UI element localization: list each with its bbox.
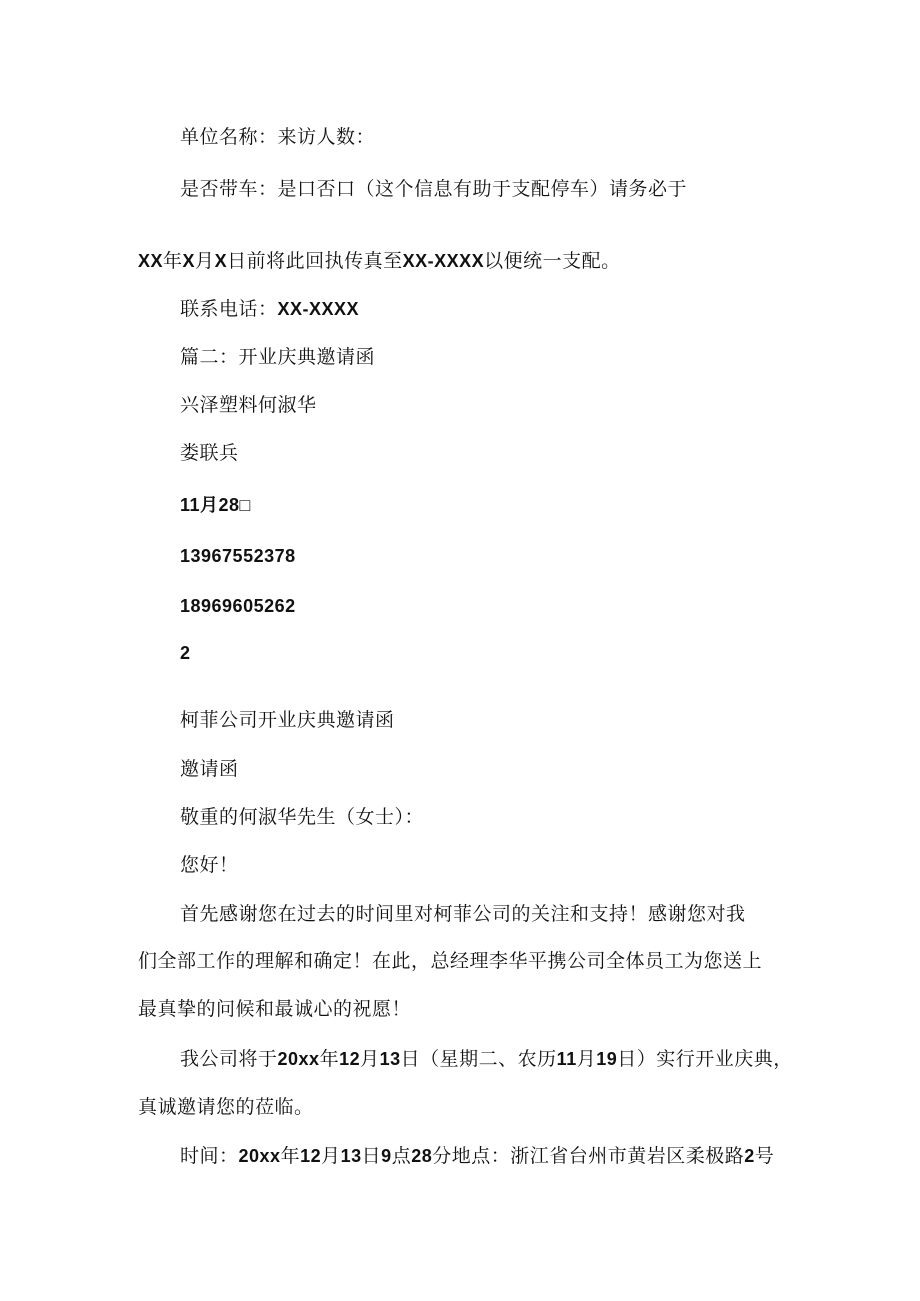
greeting: 您好！ [180, 854, 239, 876]
text-segment: 日（星期二、农历 [400, 1048, 557, 1070]
unit-name-visitor-count-line: 单位名称：来访人数： [180, 126, 376, 148]
salutation: 敬重的何淑华先生（女士）： [180, 806, 425, 828]
invitation-title: 柯菲公司开业庆典邀请函 [180, 709, 395, 731]
contact-phone-value: XX-XXXX [277, 299, 360, 319]
text-segment: 点 [391, 1145, 412, 1167]
contact-phone-line [180, 296, 359, 322]
body-paragraph-2-line-1 [180, 1046, 793, 1072]
time-location-line [180, 1143, 774, 1169]
fax-tail-text: 以便统一支配。 [484, 250, 621, 272]
text-segment: 月 [576, 1048, 597, 1070]
phone-number-2: 18969605262 [180, 596, 296, 616]
body-paragraph-1-line-2: 们全部工作的理解和确定！在此，总经理李华平携公司全体员工为您送上 [138, 950, 763, 972]
street-number: 2 [744, 1146, 755, 1166]
section-two-heading: 篇二：开业庆典邀请函 [180, 346, 376, 368]
phone-number-1: 13967552378 [180, 546, 296, 566]
bring-car-line: 是否带车：是口否口（这个信息有助于支配停车）请务必于 [180, 178, 688, 200]
text-segment: 我公司将于 [180, 1048, 278, 1070]
day-placeholder: X [214, 251, 228, 271]
number-two: 2 [180, 643, 191, 663]
body-paragraph-1-line-3: 最真挚的问候和最诚心的祝愿！ [138, 998, 412, 1020]
month-placeholder: X [182, 251, 196, 271]
text-segment: 月 [321, 1145, 341, 1167]
time-label: 时间： [180, 1145, 239, 1167]
year-unit: 年 [163, 250, 183, 272]
text-segment: 月 [360, 1048, 380, 1070]
year-value: 20xx [238, 1146, 281, 1166]
text-segment: 年 [319, 1048, 340, 1070]
text-segment: 年 [280, 1145, 301, 1167]
contact-phone-label: 联系电话： [180, 298, 278, 320]
minute-value: 28 [411, 1146, 433, 1166]
body-paragraph-1-line-1: 首先感谢您在过去的时间里对柯菲公司的关注和支持！感谢您对我 [180, 903, 746, 925]
month-value: 12 [300, 1146, 322, 1166]
day-value: 13 [379, 1049, 401, 1069]
text-segment: 号 [754, 1145, 775, 1167]
fax-deadline-line [138, 248, 621, 274]
company-contact-name: 兴泽塑料何淑华 [180, 394, 317, 416]
person-name: 娄联兵 [180, 442, 239, 464]
fax-number: XX-XXXX [402, 251, 485, 271]
lunar-month-value: 11 [556, 1049, 577, 1069]
day-value: 13 [340, 1146, 362, 1166]
fax-text: 日前将此回执传真至 [227, 250, 403, 272]
month-value: 12 [339, 1049, 361, 1069]
lunar-day-value: 19 [596, 1049, 618, 1069]
year-placeholder: XX [138, 251, 164, 271]
text-segment: 日 [361, 1145, 382, 1167]
location-text: 分地点：浙江省台州市黄岩区柔极路 [432, 1145, 745, 1167]
hour-value: 9 [381, 1146, 392, 1166]
body-paragraph-2-line-2: 真诚邀请您的莅临。 [138, 1096, 314, 1118]
invitation-heading: 邀请函 [180, 758, 239, 780]
date-line: 11月28□ [180, 495, 251, 515]
text-segment: 日）实行开业庆典， [617, 1048, 793, 1070]
year-value: 20xx [277, 1049, 320, 1069]
month-unit: 月 [195, 250, 215, 272]
